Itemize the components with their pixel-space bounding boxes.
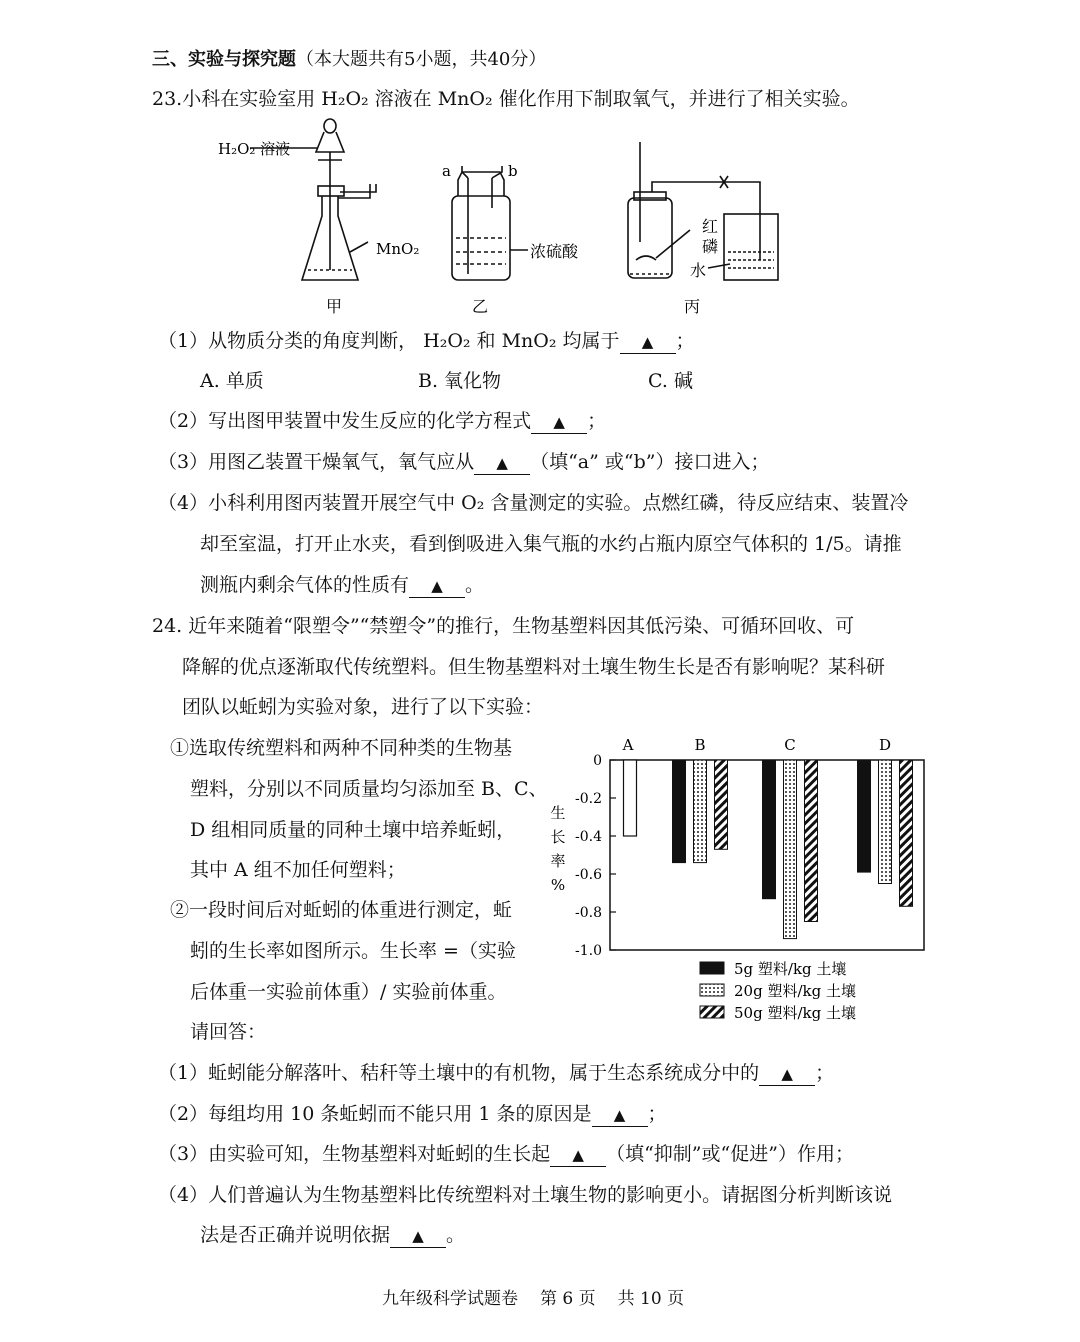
answer-blank[interactable] xyxy=(409,574,465,598)
q23-stem: 23.小科在实验室用 H₂O₂ 溶液在 MnO₂ 催化作用下制取氧气，并进行了相关实验。 xyxy=(152,88,860,110)
q24-step2-line2: 蚓的生长率如图所示。生长率 =（实验 xyxy=(190,940,516,962)
footer-total: 共 10 页 xyxy=(617,1289,685,1309)
legend-swatch xyxy=(700,984,724,996)
category-label: A xyxy=(622,736,634,754)
q24-part4-text: 法是否正确并说明依据 xyxy=(200,1224,391,1246)
h2o2-label: H₂O₂ 溶液 xyxy=(218,140,291,158)
q24-part2-end: ； xyxy=(647,1103,667,1125)
q23-part2 xyxy=(158,408,606,434)
q24-part1 xyxy=(158,1060,834,1086)
q23-part2-end: ； xyxy=(587,410,607,432)
q23-part4-line2: 却至室温，打开止水夹，看到倒吸进入集气瓶的水约占瓶内原空气体积的 1/5。请推 xyxy=(200,533,902,555)
footer-paper: 九年级科学试题卷 xyxy=(382,1289,518,1309)
y-tick-label: -0.4 xyxy=(575,829,602,845)
q23-part4-line1: （4）小科利用图丙装置开展空气中 O₂ 含量测定的实验。点燃红磷，待反应结束、装置冷 xyxy=(158,492,909,514)
q24-part3-end: （填“抑制”或“促进”）作用； xyxy=(606,1143,854,1165)
q24-part4-end: 。 xyxy=(446,1224,466,1246)
q24-part2-text: （2）每组均用 10 条蚯蚓而不能只用 1 条的原因是 xyxy=(158,1103,592,1125)
q24-step1-line1: ①选取传统塑料和两种不同种类的生物基 xyxy=(170,737,513,759)
q24-step2-line3: 后体重一实验前体重）/ 实验前体重。 xyxy=(190,981,507,1003)
water-label: 水 xyxy=(690,261,707,280)
q24-step1-line3: D 组相同质量的同种土壤中培养蚯蚓， xyxy=(190,819,516,841)
fig-jia-label: 甲 xyxy=(326,297,343,316)
blank-mark: ▲ xyxy=(431,577,443,595)
q23-part1-end: ； xyxy=(675,330,695,352)
legend-swatch xyxy=(700,962,724,974)
q24-part4-line2 xyxy=(200,1222,465,1248)
phosphorus-label: 磷 xyxy=(702,237,719,256)
section-note: （本大题共有5小题，共40分） xyxy=(296,49,547,70)
y-tick-label: -0.2 xyxy=(575,791,602,807)
blank-mark: ▲ xyxy=(781,1065,793,1083)
bar-B-series1 xyxy=(673,760,686,863)
q23-part4-line3 xyxy=(200,572,484,598)
y-tick-label: 0 xyxy=(593,753,602,769)
category-label: D xyxy=(878,736,892,754)
q24-step2-line1: ②一段时间后对蚯蚓的体重进行测定，蚯 xyxy=(170,899,513,921)
q23-part2-text: （2）写出图甲装置中发生反应的化学方程式 xyxy=(158,410,532,432)
legend-label: 50g 塑料/kg 土壤 xyxy=(734,1004,856,1022)
apparatus-bing xyxy=(628,142,778,280)
q24-part2 xyxy=(158,1101,667,1127)
answer-blank[interactable] xyxy=(390,1224,446,1248)
red-label: 红 xyxy=(702,217,719,236)
q23-option-b: B. 氧化物 xyxy=(418,370,502,392)
bar-C-series2 xyxy=(784,760,797,939)
bar-D-series1 xyxy=(858,760,871,872)
y-tick-label: -0.6 xyxy=(575,867,602,883)
bar-D-series2 xyxy=(879,760,892,884)
fig-yi-label: 乙 xyxy=(472,297,489,316)
section-title-text: 三、实验与探究题 xyxy=(152,49,296,70)
q23-option-c: C. 碱 xyxy=(648,370,693,392)
bar-control-A xyxy=(624,760,637,836)
answer-blank[interactable] xyxy=(531,410,587,434)
footer-page: 第 6 页 xyxy=(540,1289,596,1309)
port-a-label: a xyxy=(442,162,451,180)
y-axis-label-char: 率 xyxy=(550,852,566,870)
fig-bing-label: 丙 xyxy=(684,297,701,316)
q24-step1-line2: 塑料，分别以不同质量均匀添加至 B、C、 xyxy=(190,778,548,800)
q24-line2: 降解的优点逐渐取代传统塑料。但生物基塑料对土壤生物生长是否有影响呢？某科研 xyxy=(182,656,886,678)
mno2-label: MnO₂ xyxy=(376,240,420,258)
q23-part4-end: 。 xyxy=(465,574,485,596)
answer-blank[interactable] xyxy=(474,451,530,475)
answer-blank[interactable] xyxy=(620,330,676,354)
y-tick-label: -1.0 xyxy=(575,943,602,959)
bar-C-series1 xyxy=(763,760,776,899)
q23-part1 xyxy=(158,328,695,354)
legend-swatch xyxy=(700,1006,724,1018)
answer-blank[interactable] xyxy=(759,1062,815,1086)
blank-mark: ▲ xyxy=(412,1227,424,1245)
section-title xyxy=(152,45,546,71)
category-label: C xyxy=(784,736,796,754)
answer-blank[interactable] xyxy=(550,1143,606,1167)
bar-B-series3 xyxy=(715,760,728,849)
q24-part1-text: （1）蚯蚓能分解落叶、秸秆等土壤中的有机物，属于生态系统成分中的 xyxy=(158,1062,760,1084)
q24-part3-text: （3）由实验可知，生物基塑料对蚯蚓的生长起 xyxy=(158,1143,551,1165)
q24-part4-line1: （4）人们普遍认为生物基塑料比传统塑料对土壤生物的影响更小。请据图分析判断该说 xyxy=(158,1184,893,1206)
growth-rate-chart xyxy=(540,730,940,1030)
q24-part1-end: ； xyxy=(815,1062,835,1084)
legend-label: 20g 塑料/kg 土壤 xyxy=(734,982,856,1000)
y-axis-label-char: 长 xyxy=(550,828,566,846)
acid-label: 浓硫酸 xyxy=(530,242,579,261)
blank-mark: ▲ xyxy=(641,333,654,351)
port-b-label: b xyxy=(508,162,518,180)
q24-step1-line4: 其中 A 组不加任何塑料； xyxy=(190,859,406,881)
q24-part3 xyxy=(158,1141,854,1167)
y-axis-label-char: 生 xyxy=(550,804,566,822)
category-label: B xyxy=(694,736,706,754)
answer-blank[interactable] xyxy=(592,1103,648,1127)
blank-mark: ▲ xyxy=(553,413,565,431)
apparatus-figure xyxy=(200,112,820,322)
q24-ask: 请回答： xyxy=(190,1021,267,1043)
page-footer xyxy=(382,1284,684,1309)
blank-mark: ▲ xyxy=(613,1106,626,1124)
bar-C-series3 xyxy=(805,760,818,922)
q23-part3 xyxy=(158,449,769,475)
blank-mark: ▲ xyxy=(496,454,508,472)
blank-mark: ▲ xyxy=(572,1146,584,1164)
q23-option-a: A. 单质 xyxy=(200,370,264,392)
q23-part4-text: 测瓶内剩余气体的性质有 xyxy=(200,574,410,596)
q24-line3: 团队以蚯蚓为实验对象，进行了以下实验： xyxy=(182,696,544,718)
bar-D-series3 xyxy=(900,760,913,906)
apparatus-yi xyxy=(452,166,528,280)
bar-B-series2 xyxy=(694,760,707,863)
q23-part3-end: （填“a” 或“b”）接口进入； xyxy=(530,451,770,473)
legend-label: 5g 塑料/kg 土壤 xyxy=(734,960,847,978)
q23-part3-text: （3）用图乙装置干燥氧气，氧气应从 xyxy=(158,451,475,473)
q24-line1: 24. 近年来随着“限塑令”“禁塑令”的推行，生物基塑料因其低污染、可循环回收、可 xyxy=(152,615,855,637)
y-tick-label: -0.8 xyxy=(575,905,602,921)
y-axis-label-char: % xyxy=(550,876,566,894)
q23-part1-text: （1）从物质分类的角度判断， H₂O₂ 和 MnO₂ 均属于 xyxy=(158,330,620,352)
